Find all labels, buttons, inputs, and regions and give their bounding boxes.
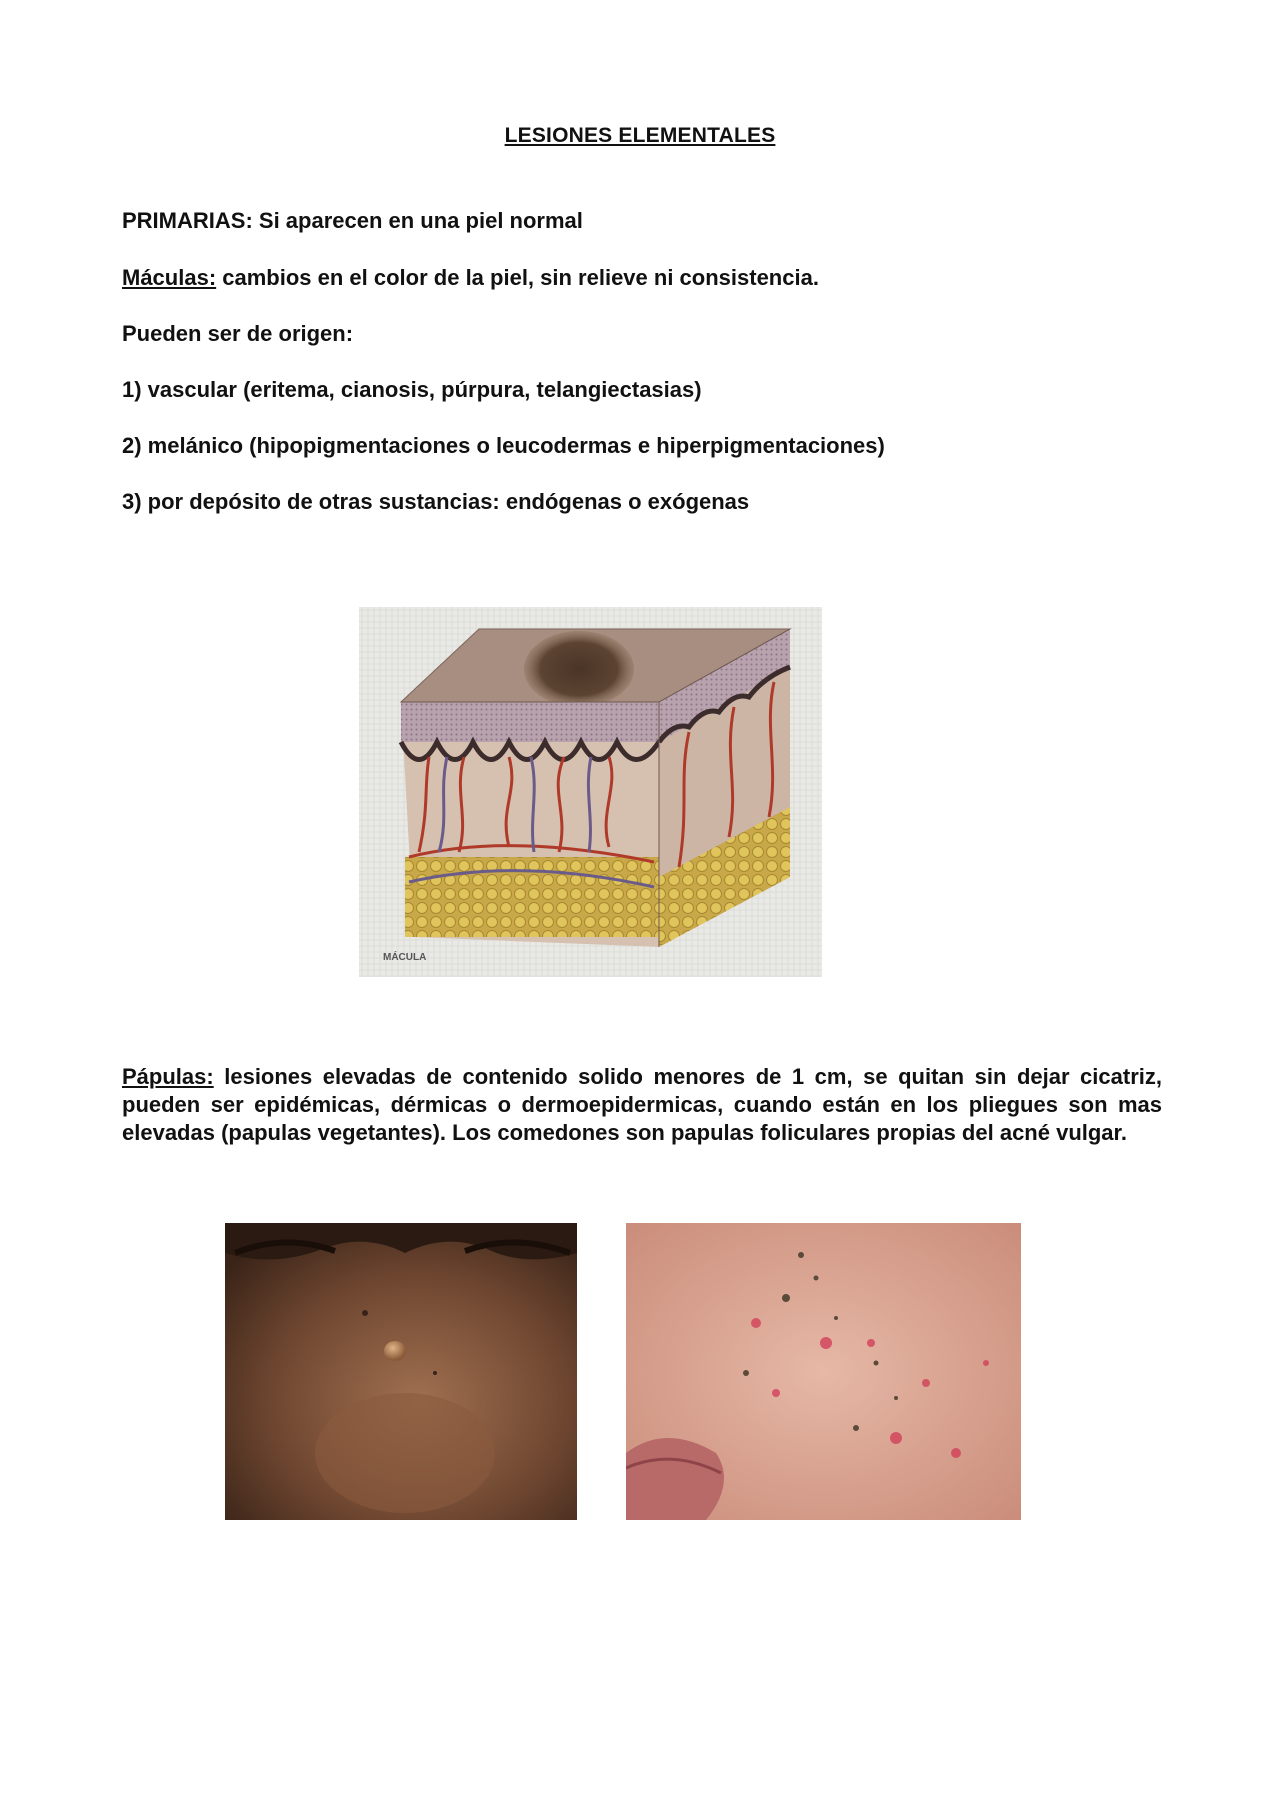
macula-illustration (359, 607, 822, 977)
papulas-text: lesiones elevadas de contenido solido menores de 1 cm, se quitan sin dejar cicatriz, pueden ser epidémicas, dérmicas o dermoepidermicas, cuando están en los pliegues son mas elevadas (papulas vegetantes). Los comedones son papulas foliculares propias del acné vulgar. (122, 1064, 1162, 1145)
origen-intro: Pueden ser de origen: (122, 321, 354, 346)
page-title: LESIONES ELEMENTALES (504, 124, 776, 147)
macula-figure-label: MÁCULA (383, 952, 427, 963)
maculas-label: Máculas: (122, 265, 217, 290)
nose-papule-photo (225, 1223, 577, 1520)
papulas-label: Pápulas: (122, 1064, 214, 1089)
maculas-line (122, 265, 819, 291)
primarias-label: PRIMARIAS: (122, 208, 253, 233)
maculas-text: cambios en el color de la piel, sin relieve ni consistencia. (216, 265, 819, 290)
acne-comedones-photo (626, 1223, 1021, 1520)
primarias-text: Si aparecen en una piel normal (252, 208, 583, 233)
papulas-paragraph (122, 1063, 1162, 1147)
origen-item-1: 1) vascular (eritema, cianosis, púrpura, telangiectasias) (122, 377, 702, 402)
origen-item-3: 3) por depósito de otras sustancias: endógenas o exógenas (122, 489, 750, 514)
origen-item-2: 2) melánico (hipopigmentaciones o leucodermas e hiperpigmentaciones) (122, 433, 885, 458)
primarias-line (122, 208, 583, 234)
